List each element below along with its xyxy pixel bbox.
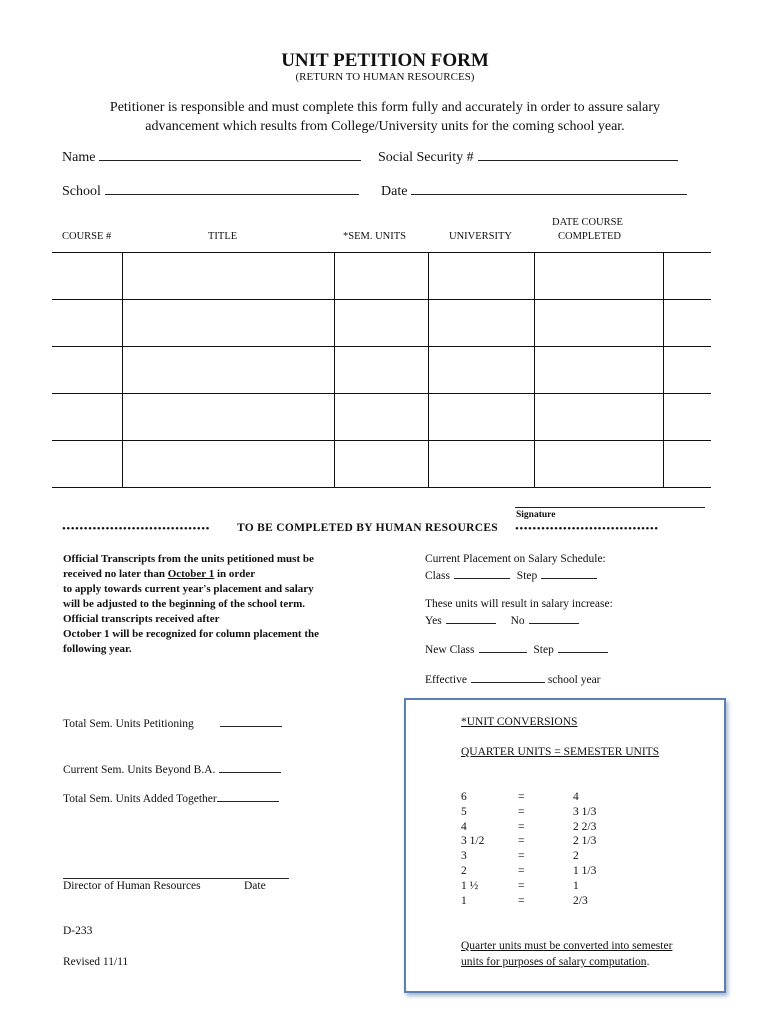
conversion-note-line — [461, 956, 649, 968]
school-input-line[interactable] — [105, 182, 359, 195]
ssn-input-line[interactable] — [478, 148, 678, 161]
placement-label: Current Placement on Salary Schedule: — [425, 553, 606, 565]
quarter-units-value: 6 — [461, 791, 467, 803]
conversions-header: QUARTER UNITS = SEMESTER UNITS — [461, 746, 660, 758]
equals-sign: = — [518, 805, 525, 818]
effective-label: Effective — [425, 674, 467, 686]
total-added-label: Total Sem. Units Added Together — [63, 793, 217, 805]
effective-row — [425, 672, 601, 686]
beyond-ba-row — [63, 762, 281, 776]
form-number: D-233 — [63, 925, 93, 937]
equals-sign: = — [518, 894, 525, 907]
semester-units-value: 2 — [573, 850, 579, 863]
form-subtitle: (RETURN TO HUMAN RESOURCES) — [295, 71, 475, 83]
school-label: School — [62, 184, 101, 199]
table-cell[interactable] — [664, 347, 712, 394]
table-cell[interactable] — [335, 300, 429, 347]
quarter-units-value: 3 — [461, 850, 467, 863]
transcripts-line: following year. — [63, 643, 132, 655]
col-sem-units: *SEM. UNITS — [343, 231, 407, 242]
new-step-label: Step — [533, 644, 554, 656]
table-cell[interactable] — [535, 300, 664, 347]
table-cell[interactable] — [123, 253, 335, 300]
table-cell[interactable] — [52, 253, 123, 300]
conversion-note-text: units for purposes of salary computation — [461, 956, 647, 968]
table-row — [52, 300, 711, 347]
equals-sign: = — [518, 865, 525, 877]
director-date-label: Date — [244, 880, 266, 892]
col-university: UNIVERSITY — [449, 231, 512, 242]
table-row — [52, 347, 711, 394]
step-label: Step — [516, 570, 538, 582]
transcripts-line: Official transcripts received after — [63, 613, 220, 625]
ssn-field[interactable] — [378, 148, 678, 166]
quarter-units-value: 2 — [461, 865, 467, 877]
table-cell[interactable] — [664, 441, 712, 488]
school-year-label: school year — [547, 674, 601, 686]
total-petitioning-input[interactable] — [220, 716, 282, 727]
table-cell[interactable] — [429, 253, 535, 300]
signature-label: Signature — [516, 510, 556, 520]
semester-units-value: 2/3 — [573, 894, 588, 907]
table-row — [52, 441, 711, 488]
quarter-units-value: 1 — [461, 894, 467, 907]
table-cell[interactable] — [429, 347, 535, 394]
col-completed: COMPLETED — [558, 231, 621, 242]
step-input-line[interactable] — [541, 568, 597, 579]
semester-units-value: 2 2/3 — [573, 820, 597, 833]
new-class-input-line[interactable] — [479, 642, 527, 653]
yes-label: Yes — [425, 615, 442, 627]
no-input-line[interactable] — [529, 613, 579, 624]
hr-divider-dots-right: ••••••••••••••••••••••••••••••••• — [515, 523, 659, 535]
hr-divider-label: TO BE COMPLETED BY HUMAN RESOURCES — [237, 522, 498, 534]
class-label: Class — [425, 570, 450, 582]
class-step-row — [425, 568, 597, 582]
total-added-row — [63, 791, 279, 805]
transcripts-line: to apply towards current year's placement and salary — [63, 583, 314, 595]
increase-label: These units will result in salary increase: — [425, 598, 613, 610]
yes-input-line[interactable] — [446, 613, 496, 624]
conversion-note-period: . — [646, 956, 650, 968]
equals-sign: = — [518, 850, 525, 863]
conversions-title: *UNIT CONVERSIONS — [461, 716, 578, 728]
table-cell[interactable] — [52, 347, 123, 394]
table-cell[interactable] — [535, 347, 664, 394]
new-class-row — [425, 642, 608, 656]
ssn-label: Social Security # — [378, 150, 474, 165]
class-input-line[interactable] — [454, 568, 510, 579]
table-cell[interactable] — [335, 441, 429, 488]
table-cell[interactable] — [535, 394, 664, 441]
col-title: TITLE — [208, 231, 238, 242]
table-cell[interactable] — [52, 300, 123, 347]
table-cell[interactable] — [123, 300, 335, 347]
form-title: UNIT PETITION FORM — [281, 50, 489, 71]
semester-units-value: 1 — [573, 879, 579, 892]
table-cell[interactable] — [535, 253, 664, 300]
conversion-note-line — [461, 940, 672, 952]
director-signature-line[interactable] — [63, 878, 289, 879]
revision-date: Revised 11/11 — [63, 956, 129, 968]
hr-divider-dots-left: •••••••••••••••••••••••••••••••••• — [62, 523, 210, 535]
transcripts-line — [63, 567, 383, 582]
total-petitioning-row — [63, 716, 282, 730]
table-cell[interactable] — [535, 441, 664, 488]
transcripts-line: October 1 will be recognized for column placement the — [63, 628, 320, 640]
beyond-ba-label: Current Sem. Units Beyond B.A. — [63, 764, 216, 776]
table-cell[interactable] — [335, 253, 429, 300]
name-field[interactable] — [62, 148, 361, 166]
director-label: Director of Human Resources — [63, 880, 201, 892]
transcripts-notice — [63, 552, 383, 657]
total-petitioning-label: Total Sem. Units Petitioning — [63, 718, 194, 730]
semester-units-value: 2 1/3 — [573, 835, 597, 848]
beyond-ba-input[interactable] — [219, 762, 281, 773]
new-class-label: New Class — [425, 644, 475, 656]
name-input-line[interactable] — [99, 148, 361, 161]
yes-no-row — [425, 613, 579, 627]
table-cell[interactable] — [664, 394, 712, 441]
transcripts-text: received no later than — [63, 568, 165, 580]
table-cell[interactable] — [664, 300, 712, 347]
deadline-date: October 1 — [167, 568, 215, 580]
col-date-course: DATE COURSE — [552, 217, 623, 228]
table-cell[interactable] — [123, 394, 335, 441]
equals-sign: = — [518, 835, 525, 848]
table-row — [52, 394, 711, 441]
courses-table — [52, 252, 711, 488]
signature-line[interactable] — [515, 507, 705, 508]
table-cell[interactable] — [429, 300, 535, 347]
intro-text: Petitioner is responsible and must complete this form fully and accurately in order to assure salary advancement which results from College/University units for the coming school year. — [109, 100, 661, 134]
transcripts-line: Official Transcripts from the units petitioned must be — [63, 553, 314, 565]
equals-sign: = — [518, 791, 525, 803]
table-cell[interactable] — [429, 441, 535, 488]
school-field[interactable] — [62, 182, 359, 200]
table-cell[interactable] — [52, 441, 123, 488]
transcripts-line: will be adjusted to the beginning of the school term. — [63, 598, 305, 610]
table-cell[interactable] — [664, 253, 712, 300]
name-label: Name — [62, 150, 96, 165]
quarter-units-value: 1 ½ — [461, 879, 479, 892]
table-cell[interactable] — [429, 394, 535, 441]
date-label: Date — [381, 184, 408, 199]
table-row — [52, 253, 711, 300]
date-field[interactable] — [381, 182, 687, 200]
table-cell[interactable] — [123, 441, 335, 488]
date-input-line[interactable] — [411, 182, 687, 195]
quarter-units-value: 4 — [461, 820, 467, 833]
equals-sign: = — [518, 820, 525, 833]
new-step-input-line[interactable] — [558, 642, 608, 653]
semester-units-value: 4 — [573, 791, 579, 803]
table-cell[interactable] — [335, 347, 429, 394]
conversion-note-text: Quarter units must be converted into semester — [461, 940, 673, 952]
col-course-number: COURSE # — [62, 231, 112, 242]
equals-sign: = — [518, 879, 525, 892]
effective-input-line[interactable] — [471, 672, 545, 683]
transcripts-text: in order — [217, 568, 256, 580]
table-cell[interactable] — [52, 394, 123, 441]
semester-units-value: 1 1/3 — [573, 865, 597, 877]
table-cell[interactable] — [335, 394, 429, 441]
table-cell[interactable] — [123, 347, 335, 394]
no-label: No — [510, 615, 525, 627]
quarter-units-value: 5 — [461, 805, 467, 818]
semester-units-value: 3 1/3 — [573, 805, 597, 818]
total-added-input[interactable] — [217, 791, 279, 802]
quarter-units-value: 3 1/2 — [461, 835, 485, 848]
